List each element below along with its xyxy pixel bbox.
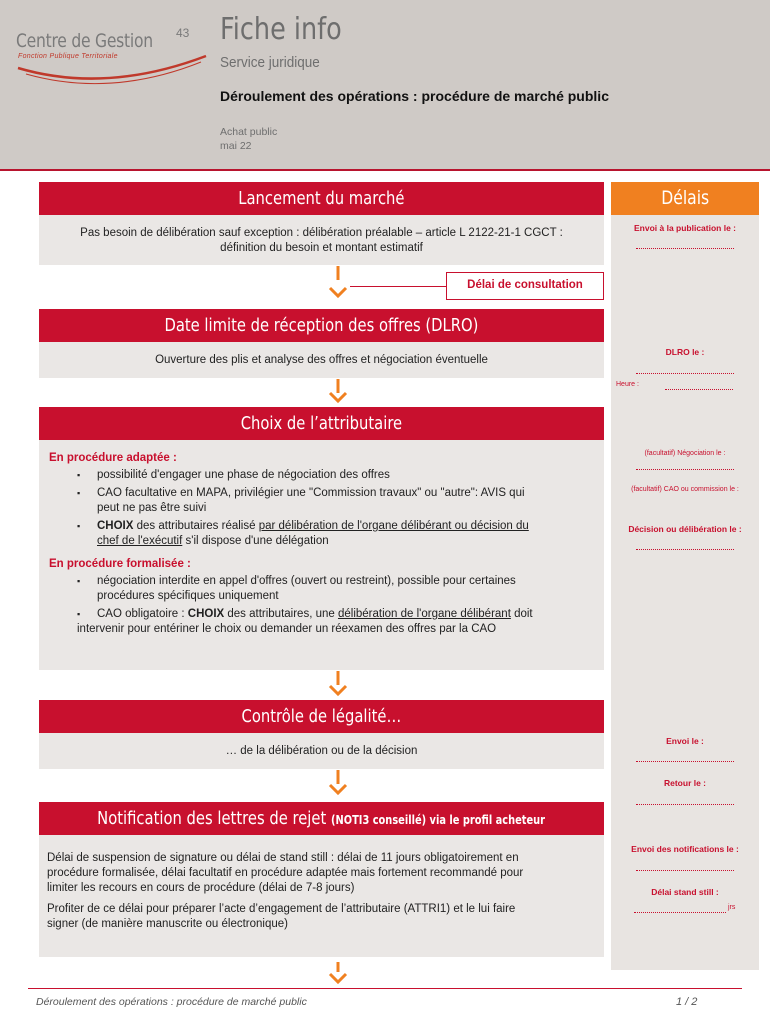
delai-negociation-field[interactable] [636, 469, 734, 470]
formalisee-heading: En procédure formalisée : [49, 558, 191, 570]
delai-envoi-field[interactable] [636, 761, 734, 762]
delai-dlro-field[interactable] [636, 373, 734, 374]
delai-negociation-label: (facultatif) Négociation le : [644, 450, 726, 457]
adaptee-heading: En procédure adaptée : [49, 452, 177, 464]
delai-decision-label: Décision ou délibération le : [628, 524, 742, 534]
section-title-dlro: Date limite de réception des offres (DLRO) [39, 309, 604, 342]
page-number: 1 / 2 [676, 996, 698, 1008]
controle-text: … de la délibération ou de la décision [225, 745, 418, 757]
document-title: Déroulement des opérations : procédure de marché public [220, 88, 609, 104]
consultation-connector [350, 286, 446, 287]
notification-paragraph-1: Délai de suspension de signature ou délai de stand still : délai de 11 jours obligatoirement en procédure formalisée, délai facultatif en procédure adaptée mais fortement recommandé pour limiter les recours en cours de procédure (délai de 7-8 jours) [47, 852, 524, 894]
footer-document-title: Déroulement des opérations : procédure de marché public [36, 996, 307, 1008]
adaptee-list [49, 468, 594, 549]
delai-retour-label: Retour le : [663, 778, 707, 788]
list-item: ▪ CAO facultative en MAPA, privilégier une "Commission travaux" ou "autre": AVIS qui peut ne pas être suivi [49, 486, 594, 516]
category-label: Achat public [220, 126, 278, 138]
notification-paragraph-2: Profiter de ce délai pour préparer l’acte d’engagement de l’attributaire (ATTRI1) et le lui faire signer (de manière manuscrite ou électronique) [47, 903, 516, 930]
section-box-lancement [39, 215, 604, 265]
delais-title: Délais [611, 182, 759, 215]
dlro-text: Ouverture des plis et analyse des offres et négociation éventuelle [155, 354, 488, 366]
delai-decision-field[interactable] [636, 549, 734, 550]
section-box-notification [39, 835, 604, 957]
section-box-dlro [39, 342, 604, 378]
footer-divider [28, 988, 742, 989]
logo-number: 43 [176, 26, 190, 40]
section-title-notification: Notification des lettres de rejet (NOTI3 conseillé) via le profil acheteur [39, 802, 604, 835]
delais-column [611, 215, 759, 970]
list-item: ▪ négociation interdite en appel d'offres (ouvert ou restreint), possible pour certaines procédures spécifiques uniquement [49, 574, 594, 604]
delai-stand-still-field[interactable] [634, 912, 726, 913]
section-box-controle [39, 733, 604, 769]
list-item: ▪ CHOIX des attributaires réalisé par délibération de l'organe délibérant ou décision du chef de l'exécutif s'il dispose d'une délégation [49, 519, 594, 549]
arrow-down-icon [328, 670, 348, 700]
list-item: ▪ possibilité d'engager une phase de négociation des offres [49, 468, 594, 483]
delai-dlro-label: DLRO le : [665, 347, 705, 357]
delai-stand-still-unit: jrs [728, 904, 736, 911]
logo-text: Centre de Gestion [16, 30, 153, 52]
delai-retour-field[interactable] [636, 804, 734, 805]
delai-stand-still-label: Délai stand still : [651, 887, 719, 897]
formalisee-list [49, 574, 594, 637]
list-item: ▪ CAO obligatoire : CHOIX des attributaires, une délibération de l'organe délibérant doit intervenir pour entériner le choix ou demander un réexamen des offres par la CAO [49, 607, 594, 637]
logo-subtitle: Fonction Publique Territoriale [18, 53, 118, 60]
header [0, 0, 770, 171]
section-title-choix: Choix de l’attributaire [39, 407, 604, 440]
page-title: Fiche info [220, 12, 342, 47]
delai-envoi-publication-label: Envoi à la publication le : [633, 223, 737, 233]
logo-swoosh-icon [16, 54, 216, 94]
lancement-text-line1: Pas besoin de délibération sauf exception : délibération préalable – article L 2122-21-1 CGCT : [80, 227, 563, 239]
delai-envoi-notifications-field[interactable] [636, 870, 734, 871]
section-title-lancement: Lancement du marché [39, 182, 604, 215]
delai-envoi-publication-field[interactable] [636, 248, 734, 249]
delai-envoi-notifications-label: Envoi des notifications le : [631, 844, 739, 854]
delai-envoi-label: Envoi le : [666, 736, 704, 746]
section-box-choix [39, 440, 604, 670]
delai-heure-field[interactable] [665, 389, 733, 390]
delai-cao-label: (facultatif) CAO ou commission le : [631, 486, 739, 493]
lancement-text-line2: définition du besoin et montant estimatif [220, 242, 423, 254]
arrow-down-icon [328, 378, 348, 406]
consultation-delay-box: Délai de consultation [446, 272, 604, 300]
section-title-controle: Contrôle de légalité… [39, 700, 604, 733]
arrow-down-icon [328, 769, 348, 799]
arrow-down-icon [328, 962, 348, 988]
page-subtitle: Service juridique [220, 54, 320, 71]
arrow-down-icon [328, 266, 348, 306]
delai-heure-label: Heure : [616, 381, 639, 388]
date-label: mai 22 [220, 140, 252, 152]
logo [16, 26, 216, 106]
